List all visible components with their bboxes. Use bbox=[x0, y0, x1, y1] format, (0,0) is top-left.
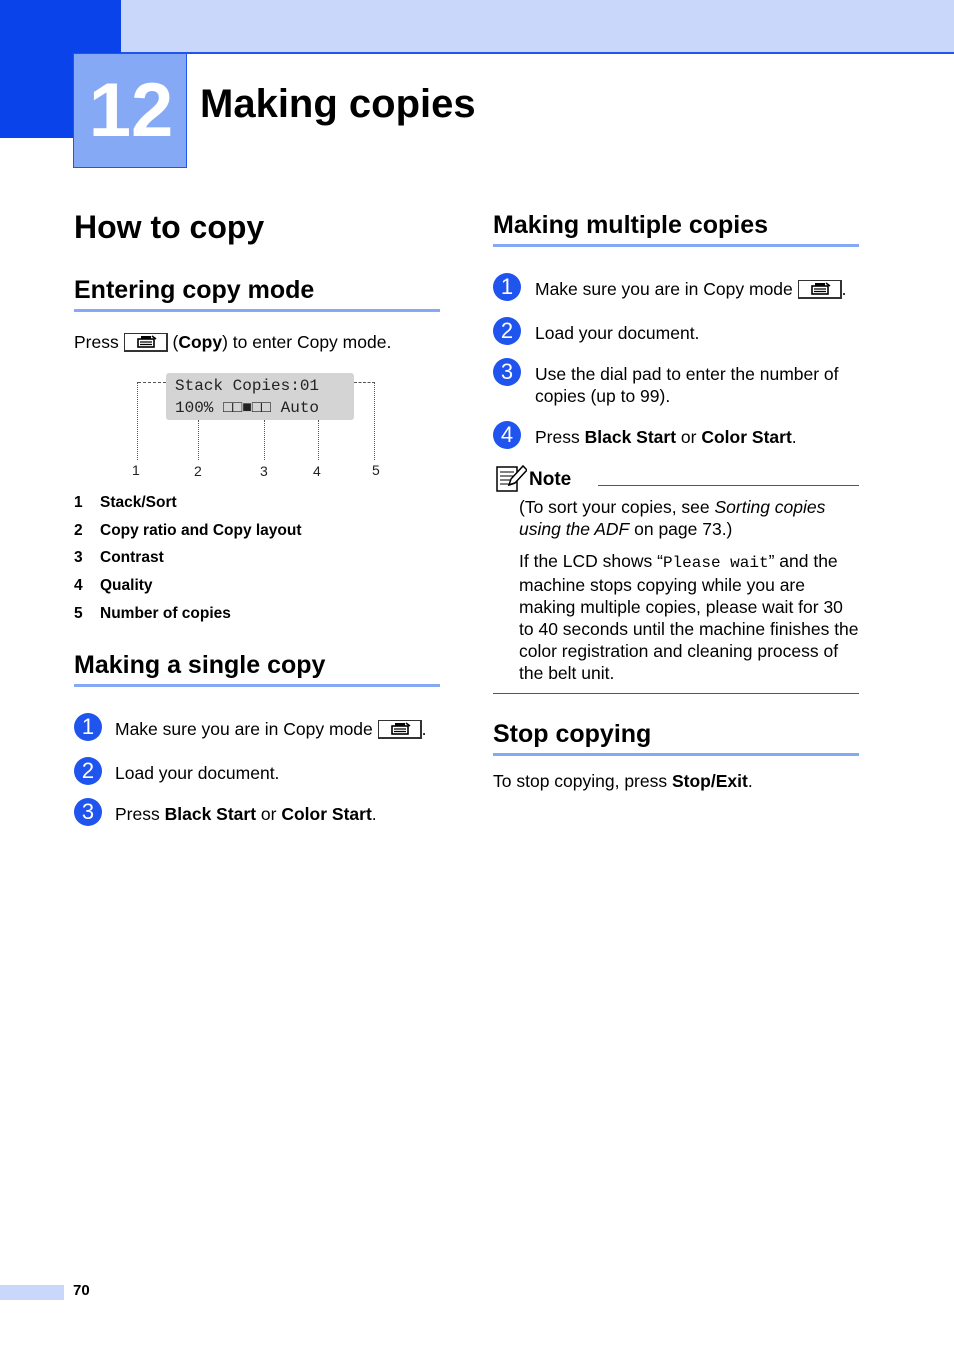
chapter-title: Making copies bbox=[200, 82, 476, 126]
note-paragraph-1: (To sort your copies, see Sorting copies using the ADF on page 73.) bbox=[519, 497, 826, 539]
note-paragraph-2: If the LCD shows “Please wait” and the machine stops copying while you are making multiple copies, please wait for 30 to 40 seconds until the machine finishes the color registration and cleaning process of the belt unit. bbox=[519, 551, 859, 683]
callout-number: 5 bbox=[372, 462, 380, 478]
step-text: Make sure you are in Copy mode . bbox=[535, 279, 847, 299]
section-rule bbox=[493, 753, 859, 756]
stop-copying-text: To stop copying, press Stop/Exit. bbox=[493, 771, 753, 791]
callout-line bbox=[198, 420, 199, 460]
step-number-3: 3 bbox=[493, 358, 521, 386]
step-text: Press Black Start or Color Start. bbox=[115, 804, 377, 824]
step-text: Load your document. bbox=[115, 763, 280, 783]
step-number-2: 2 bbox=[493, 317, 521, 345]
stop-copying-heading: Stop copying bbox=[493, 720, 652, 748]
copy-key-icon bbox=[378, 720, 422, 739]
note-bottom-rule bbox=[493, 693, 859, 694]
lcd-line-1: Stack Copies:01 bbox=[175, 377, 320, 395]
chapter-number: 12 bbox=[88, 68, 174, 153]
step-number-1: 1 bbox=[74, 713, 102, 741]
multiple-copies-heading: Making multiple copies bbox=[493, 211, 769, 239]
callout-line bbox=[264, 420, 265, 460]
note-label: Note bbox=[529, 469, 572, 490]
copy-key-icon bbox=[124, 333, 168, 352]
section-rule bbox=[74, 309, 440, 312]
step-number-1: 1 bbox=[493, 273, 521, 301]
step-text: Load your document. bbox=[535, 323, 700, 343]
step-number-3: 3 bbox=[74, 798, 102, 826]
step-number-4: 4 bbox=[493, 421, 521, 449]
header-band bbox=[121, 0, 954, 54]
how-to-copy-heading: How to copy bbox=[74, 209, 265, 245]
callout-number: 3 bbox=[260, 463, 268, 479]
callout-line bbox=[374, 382, 375, 460]
footer-tab bbox=[0, 1285, 64, 1300]
callout-line bbox=[318, 420, 319, 460]
copy-key-icon bbox=[798, 280, 842, 299]
single-copy-heading: Making a single copy bbox=[74, 651, 326, 679]
callout-number: 2 bbox=[194, 463, 202, 479]
step-text: Use the dial pad to enter the number of copies (up to 99). bbox=[535, 364, 839, 406]
section-rule bbox=[493, 244, 859, 247]
step-text: Make sure you are in Copy mode . bbox=[115, 719, 427, 739]
note-top-rule bbox=[598, 485, 859, 486]
step-number-2: 2 bbox=[74, 757, 102, 785]
section-rule bbox=[74, 684, 440, 687]
press-copy-instruction: Press (Copy) to enter Copy mode. bbox=[74, 332, 392, 352]
step-text: Press Black Start or Color Start. bbox=[535, 427, 797, 447]
callout-line bbox=[138, 382, 166, 383]
callout-number: 1 bbox=[132, 462, 140, 478]
callout-line bbox=[354, 382, 375, 383]
note-pencil-icon bbox=[495, 463, 527, 498]
lcd-line-2: 100% □□■□□ Auto bbox=[175, 399, 320, 417]
callout-line bbox=[137, 382, 138, 460]
callout-number: 4 bbox=[313, 463, 321, 479]
page-number: 70 bbox=[73, 1282, 90, 1299]
entering-copy-mode-heading: Entering copy mode bbox=[74, 276, 315, 304]
lcd-display bbox=[166, 373, 354, 420]
